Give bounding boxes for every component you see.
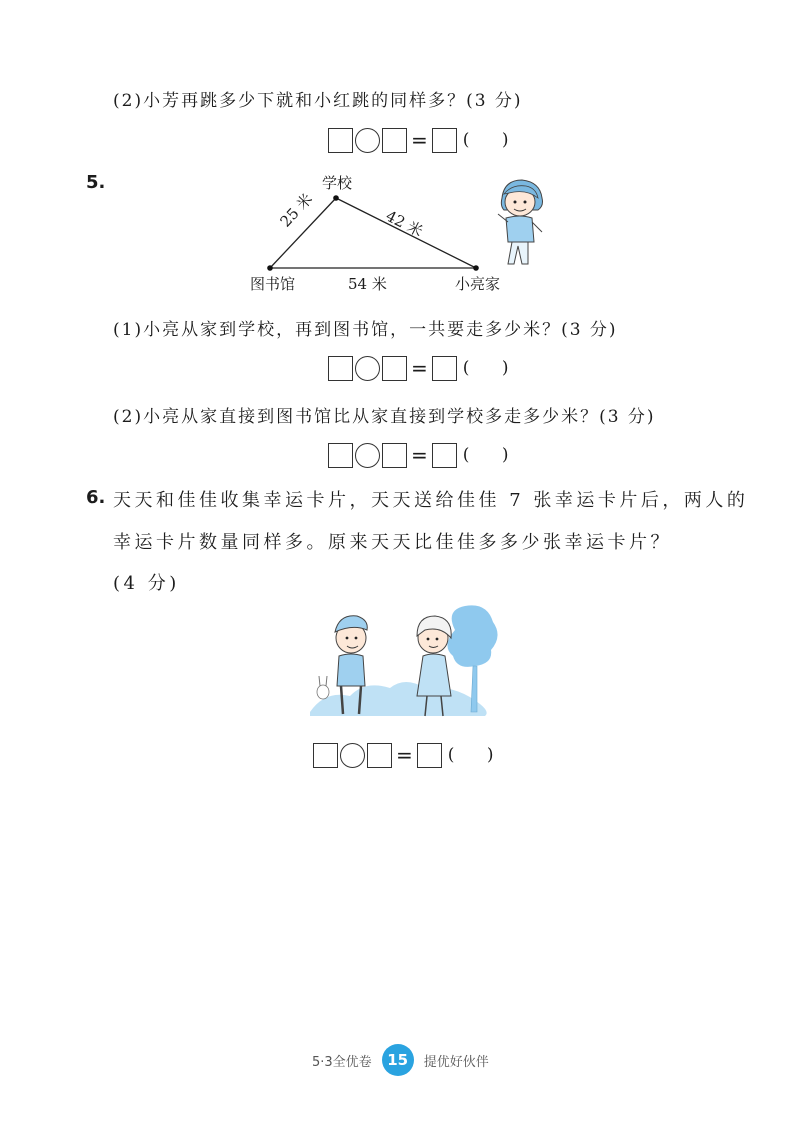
q4-part2-equation xyxy=(328,125,508,155)
operator-circle[interactable] xyxy=(355,128,380,153)
page-number: 15 xyxy=(382,1044,414,1076)
answer-box[interactable] xyxy=(382,128,407,153)
q4-part2-question: (2)小芳再跳多少下就和小红跳的同样多？(3 分) xyxy=(113,91,523,111)
equals-sign: = xyxy=(411,443,428,467)
home-point xyxy=(473,265,479,271)
unit-blank[interactable]: ( ) xyxy=(462,445,509,465)
answer-box[interactable] xyxy=(328,443,353,468)
q5-part2-equation xyxy=(328,440,508,470)
answer-box[interactable] xyxy=(432,356,457,381)
school-label: 学校 xyxy=(322,174,353,192)
answer-box[interactable] xyxy=(328,356,353,381)
equals-sign: = xyxy=(411,356,428,380)
answer-box[interactable] xyxy=(382,443,407,468)
library-label: 图书馆 xyxy=(250,275,296,293)
unit-blank[interactable]: ( ) xyxy=(462,358,509,378)
answer-box[interactable] xyxy=(417,743,442,768)
q6-text-line2: 幸运卡片数量同样多。原来天天比佳佳多多少张幸运卡片？ xyxy=(113,532,672,553)
answer-box[interactable] xyxy=(313,743,338,768)
q6-text-line1: 天天和佳佳收集幸运卡片，天天送给佳佳 7 张幸运卡片后，两人的 xyxy=(113,490,749,511)
q6-equation xyxy=(313,740,493,770)
operator-circle[interactable] xyxy=(355,443,380,468)
equals-sign: = xyxy=(411,128,428,152)
q6-score: (4 分) xyxy=(113,573,180,594)
q5-part2-question: (2)小亮从家直接到图书馆比从家直接到学校多走多少米？(3 分) xyxy=(113,407,656,427)
operator-circle[interactable] xyxy=(340,743,365,768)
question-number: 6. xyxy=(86,487,106,508)
boy-illustration xyxy=(492,176,552,272)
answer-box[interactable] xyxy=(367,743,392,768)
footer-brand: 5·3全优卷 xyxy=(312,1054,372,1070)
page-footer xyxy=(312,1044,489,1076)
distance-library-home: 54 米 xyxy=(348,275,387,293)
distance-school-home: 42 米 xyxy=(382,206,426,241)
answer-box[interactable] xyxy=(328,128,353,153)
question-number: 5. xyxy=(86,172,106,193)
operator-circle[interactable] xyxy=(355,356,380,381)
library-point xyxy=(267,265,273,271)
children-illustration xyxy=(305,600,505,725)
unit-blank[interactable]: ( ) xyxy=(447,745,494,765)
equals-sign: = xyxy=(396,743,413,767)
distance-library-school: 25 米 xyxy=(276,189,317,231)
answer-box[interactable] xyxy=(382,356,407,381)
unit-blank[interactable]: ( ) xyxy=(462,130,509,150)
footer-slogan: 提优好伙伴 xyxy=(423,1054,489,1070)
q5-part1-question: (1)小亮从家到学校，再到图书馆，一共要走多少米？(3 分) xyxy=(113,320,618,340)
q5-part1-equation xyxy=(328,353,508,383)
answer-box[interactable] xyxy=(432,128,457,153)
answer-box[interactable] xyxy=(432,443,457,468)
school-point xyxy=(333,195,339,201)
home-label: 小亮家 xyxy=(455,275,501,293)
